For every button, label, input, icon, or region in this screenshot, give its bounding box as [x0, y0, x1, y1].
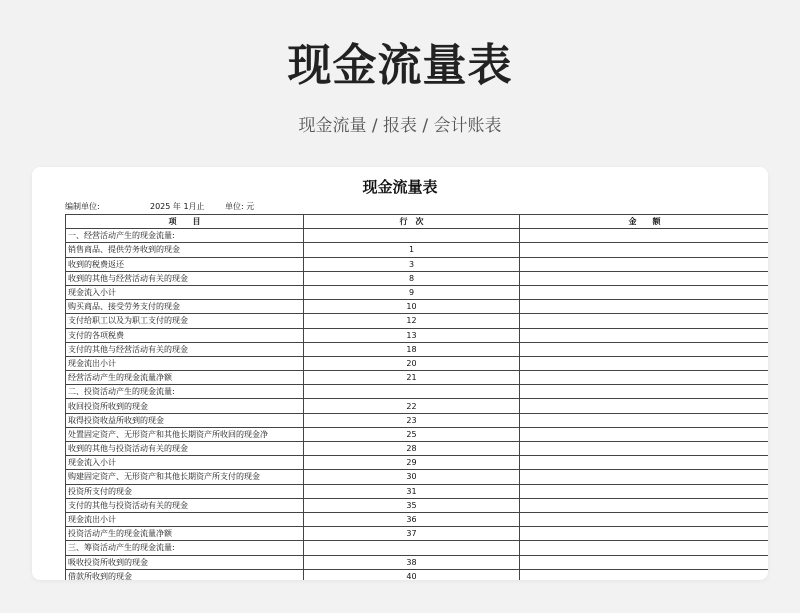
row-amount: [520, 243, 769, 257]
row-item: 支付给职工以及为职工支付的现金: [66, 314, 304, 328]
row-amount: [520, 257, 769, 271]
row-item: 现金流入小计: [66, 456, 304, 470]
row-line-number: 13: [304, 328, 520, 342]
row-line-number: 22: [304, 399, 520, 413]
row-amount: [520, 342, 769, 356]
row-line-number: 29: [304, 456, 520, 470]
row-item: 三、筹资活动产生的现金流量:: [66, 541, 304, 555]
table-row: [66, 371, 769, 385]
table-row: [66, 442, 769, 456]
row-amount: [520, 385, 769, 399]
table-row: [66, 484, 769, 498]
row-item: 现金流出小计: [66, 356, 304, 370]
table-row: [66, 257, 769, 271]
table-row: [66, 456, 769, 470]
row-amount: [520, 427, 769, 441]
table-row: [66, 498, 769, 512]
row-item: 经营活动产生的现金流量净额: [66, 371, 304, 385]
row-item: 投资活动产生的现金流量净额: [66, 527, 304, 541]
row-item: 借款所收到的现金: [66, 569, 304, 580]
row-line-number: 21: [304, 371, 520, 385]
row-amount: [520, 229, 769, 243]
row-item: 购建固定资产、无形资产和其他长期资产所支付的现金: [66, 470, 304, 484]
row-item: 二、投资活动产生的现金流量:: [66, 385, 304, 399]
row-line-number: 25: [304, 427, 520, 441]
table-row: [66, 413, 769, 427]
row-item: 支付的各项税费: [66, 328, 304, 342]
column-header-item: 项 目: [66, 215, 304, 229]
table-row: [66, 243, 769, 257]
row-amount: [520, 356, 769, 370]
row-item: 支付的其他与经营活动有关的现金: [66, 342, 304, 356]
row-line-number: 38: [304, 555, 520, 569]
table-row: [66, 541, 769, 555]
row-item: 吸收投资所收到的现金: [66, 555, 304, 569]
row-item: 处置固定资产、无形资产和其他长期资产所收回的现金净: [66, 427, 304, 441]
page-subtitle: 现金流量 / 报表 / 会计账表: [298, 116, 502, 136]
column-header-line: 行 次: [304, 215, 520, 229]
table-row: [66, 314, 769, 328]
row-line-number: 35: [304, 498, 520, 512]
row-amount: [520, 484, 769, 498]
row-item: 收到的其他与投资活动有关的现金: [66, 442, 304, 456]
row-line-number: 18: [304, 342, 520, 356]
row-item: 现金流入小计: [66, 285, 304, 299]
row-line-number: 20: [304, 356, 520, 370]
table-row: [66, 285, 769, 299]
row-amount: [520, 555, 769, 569]
row-line-number: 28: [304, 442, 520, 456]
row-amount: [520, 541, 769, 555]
row-item: 一、经营活动产生的现金流量:: [66, 229, 304, 243]
row-item: 支付的其他与投资活动有关的现金: [66, 498, 304, 512]
row-amount: [520, 456, 769, 470]
row-line-number: 37: [304, 527, 520, 541]
row-amount: [520, 371, 769, 385]
row-amount: [520, 413, 769, 427]
row-amount: [520, 498, 769, 512]
row-line-number: 30: [304, 470, 520, 484]
column-header-amount: 金 额: [520, 215, 769, 229]
page-title: 现金流量表: [287, 40, 513, 91]
row-item: 购买商品、接受劳务支付的现金: [66, 300, 304, 314]
row-amount: [520, 512, 769, 526]
table-row: [66, 271, 769, 285]
row-line-number: 1: [304, 243, 520, 257]
row-amount: [520, 569, 769, 580]
row-line-number: 36: [304, 512, 520, 526]
table-row: [66, 328, 769, 342]
row-amount: [520, 442, 769, 456]
table-row: [66, 385, 769, 399]
row-line-number: 12: [304, 314, 520, 328]
table-header-row: [66, 215, 769, 229]
row-amount: [520, 399, 769, 413]
table-row: [66, 512, 769, 526]
row-line-number: 9: [304, 285, 520, 299]
row-amount: [520, 527, 769, 541]
row-line-number: 3: [304, 257, 520, 271]
currency-label: 单位: 元: [225, 202, 255, 211]
table-row: [66, 527, 769, 541]
row-amount: [520, 328, 769, 342]
table-row: [66, 569, 769, 580]
row-line-number: [304, 541, 520, 555]
cash-flow-table: [65, 214, 768, 580]
table-row: [66, 356, 769, 370]
spreadsheet-preview: [32, 167, 768, 580]
row-line-number: 31: [304, 484, 520, 498]
row-item: 收到的其他与经营活动有关的现金: [66, 271, 304, 285]
row-line-number: 23: [304, 413, 520, 427]
sheet-title: 现金流量表: [362, 178, 438, 196]
row-line-number: 10: [304, 300, 520, 314]
row-line-number: 40: [304, 569, 520, 580]
table-row: [66, 427, 769, 441]
row-amount: [520, 314, 769, 328]
row-line-number: 8: [304, 271, 520, 285]
period-label: 2025 年 1月止: [150, 202, 205, 211]
row-item: 收到的税费返还: [66, 257, 304, 271]
table-row: [66, 342, 769, 356]
row-item: 收回投资所收到的现金: [66, 399, 304, 413]
table-row: [66, 399, 769, 413]
row-line-number: [304, 229, 520, 243]
row-item: 取得投资收益所收到的现金: [66, 413, 304, 427]
table-row: [66, 555, 769, 569]
table-row: [66, 470, 769, 484]
row-item: 投资所支付的现金: [66, 484, 304, 498]
row-item: 销售商品、提供劳务收到的现金: [66, 243, 304, 257]
row-item: 现金流出小计: [66, 512, 304, 526]
row-amount: [520, 470, 769, 484]
table-row: [66, 229, 769, 243]
unit-label: 编制单位:: [65, 202, 100, 211]
row-amount: [520, 300, 769, 314]
row-amount: [520, 271, 769, 285]
row-amount: [520, 285, 769, 299]
table-row: [66, 300, 769, 314]
row-line-number: [304, 385, 520, 399]
